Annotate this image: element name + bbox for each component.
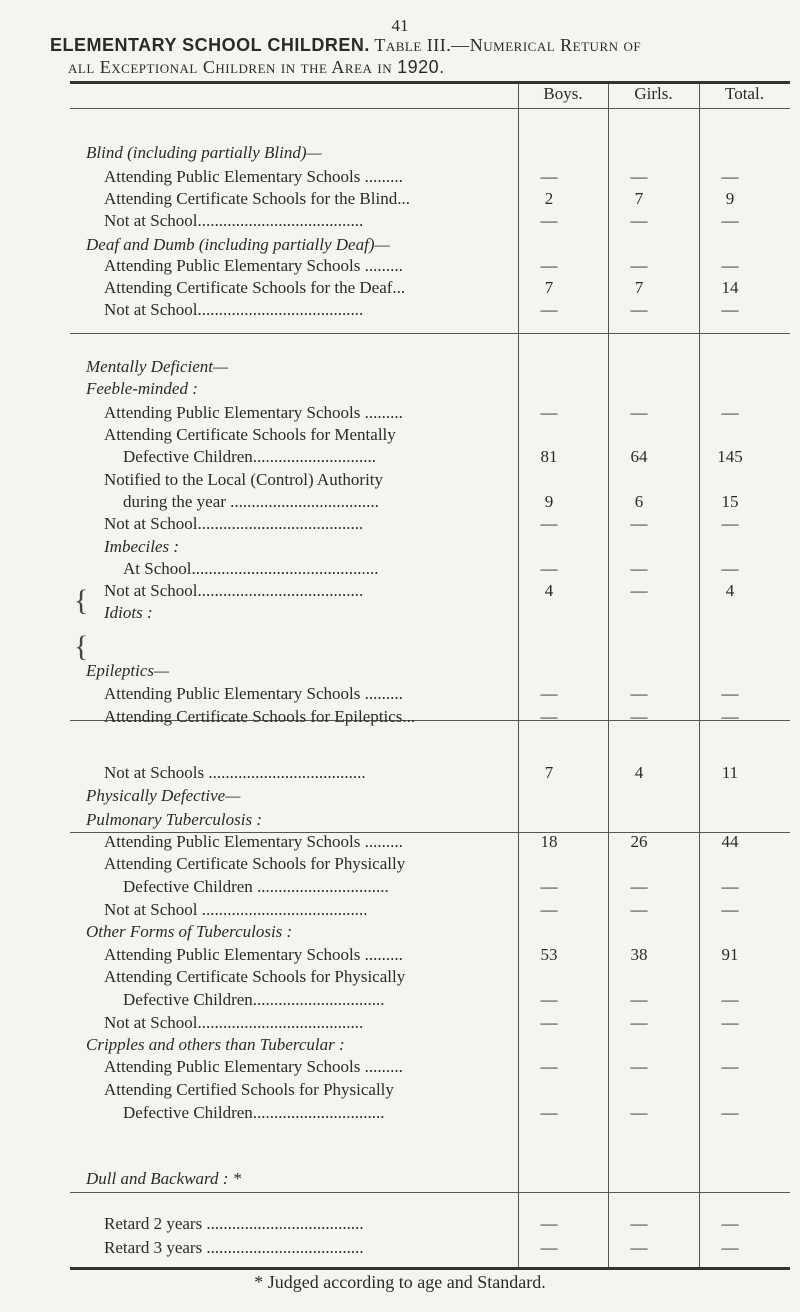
cell-girls: —	[630, 1057, 648, 1076]
title-year: 1920.	[397, 57, 445, 77]
table-row	[70, 1034, 790, 1056]
row-label: Not at School.......................................	[104, 581, 364, 600]
row-label: Attending Public Elementary Schools .........	[104, 1057, 403, 1076]
col-header-total: Total.	[725, 84, 764, 103]
row-label: Attending Public Elementary Schools .........	[104, 832, 403, 851]
table-row	[70, 558, 790, 580]
row-label: Not at Schools .....................................	[104, 763, 366, 782]
header-rule	[70, 108, 790, 109]
cell-boys: —	[540, 990, 558, 1009]
cell-total: 9	[725, 189, 735, 208]
cell-girls: —	[630, 990, 648, 1009]
col-header-girls: Girls.	[634, 84, 673, 103]
table-row	[70, 277, 790, 299]
table-row	[70, 876, 790, 898]
page-number: 41	[391, 16, 409, 35]
cell-total: 145	[717, 447, 743, 466]
row-label: Not at School.......................................	[104, 211, 364, 230]
cell-total: 91	[721, 945, 739, 964]
table-row	[70, 424, 790, 446]
cell-total: —	[721, 1103, 739, 1122]
cell-boys: —	[540, 1214, 558, 1233]
table-row	[70, 921, 790, 943]
row-label: Defective Children ...............................	[123, 877, 389, 896]
cell-girls: 6	[634, 492, 644, 511]
row-label: At School............................................	[123, 559, 379, 578]
row-label: Retard 2 years .....................................	[104, 1214, 364, 1233]
row-label: Notified to the Local (Control) Authority	[104, 470, 384, 489]
cell-boys: 53	[540, 945, 558, 964]
imbeciles-brace: {	[74, 584, 89, 617]
section-rule-4	[70, 1192, 790, 1193]
row-label: Attending Certificate Schools for Physically	[104, 967, 406, 986]
table-row	[70, 513, 790, 535]
table-row	[70, 234, 790, 256]
table-row	[70, 536, 790, 558]
cell-girls: —	[630, 514, 648, 533]
cell-total: —	[721, 256, 739, 275]
table-row	[70, 1102, 790, 1124]
row-label: Attending Certificate Schools for the Blind...	[104, 189, 410, 208]
cell-girls: 26	[630, 832, 648, 851]
table-row	[70, 446, 790, 468]
cell-boys: —	[540, 256, 558, 275]
cell-boys: —	[540, 403, 558, 422]
row-label: Not at School.......................................	[104, 300, 364, 319]
table-row	[70, 356, 790, 378]
cell-total: —	[721, 1238, 739, 1257]
table-row	[70, 580, 790, 602]
cell-total: —	[721, 211, 739, 230]
table-row	[70, 785, 790, 807]
row-label: Attending Certificate Schools for Epileptics...	[104, 707, 416, 726]
table-row	[70, 899, 790, 921]
cell-girls: —	[630, 211, 648, 230]
row-label: Attending Certificate Schools for Mentally	[104, 425, 396, 444]
cell-boys: 4	[544, 581, 554, 600]
cell-girls: —	[630, 1013, 648, 1032]
table-row	[70, 1168, 790, 1190]
table-row	[70, 378, 790, 400]
row-label: Other Forms of Tuberculosis :	[86, 922, 293, 941]
row-label: Pulmonary Tuberculosis :	[86, 810, 262, 829]
cell-total: —	[721, 990, 739, 1009]
row-label: Not at School .......................................	[104, 900, 368, 919]
cell-girls: —	[630, 877, 648, 896]
cell-total: —	[721, 514, 739, 533]
table-row	[70, 831, 790, 853]
cell-girls: 38	[630, 945, 648, 964]
row-label: Imbeciles :	[104, 537, 180, 556]
cell-total: —	[721, 900, 739, 919]
table-row	[70, 469, 790, 491]
row-label: Attending Certificate Schools for the Deaf...	[104, 278, 406, 297]
row-label: Idiots :	[104, 603, 153, 622]
cell-girls: 4	[634, 763, 644, 782]
title-bold: ELEMENTARY SCHOOL CHILDREN.	[50, 35, 370, 55]
row-label: Attending Public Elementary Schools .........	[104, 403, 403, 422]
cell-total: 15	[721, 492, 739, 511]
cell-girls: —	[630, 1214, 648, 1233]
cell-boys: 81	[540, 447, 558, 466]
table-row	[70, 402, 790, 424]
table-row	[70, 706, 790, 728]
table-bottom-rule	[70, 1267, 790, 1270]
table-row	[70, 1012, 790, 1034]
row-label: Not at School.......................................	[104, 1013, 364, 1032]
row-label: during the year ...................................	[123, 492, 379, 511]
section-rule-1	[70, 333, 790, 334]
table-row	[70, 142, 790, 164]
row-label: Retard 3 years .....................................	[104, 1238, 364, 1257]
cell-boys: —	[540, 559, 558, 578]
cell-girls: —	[630, 1103, 648, 1122]
row-label: Mentally Deficient—	[86, 357, 229, 376]
row-label: Physically Defective—	[86, 786, 241, 805]
cell-total: —	[721, 559, 739, 578]
row-label: Attending Certified Schools for Physically	[104, 1080, 394, 1099]
cell-boys: 7	[544, 763, 554, 782]
cell-girls: —	[630, 900, 648, 919]
cell-total: —	[721, 1057, 739, 1076]
table-row	[70, 809, 790, 831]
table-row	[70, 299, 790, 321]
cell-boys: —	[540, 300, 558, 319]
cell-girls: —	[630, 167, 648, 186]
table-row	[70, 989, 790, 1011]
cell-girls: —	[630, 300, 648, 319]
cell-girls: —	[630, 707, 648, 726]
cell-boys: 9	[544, 492, 554, 511]
cell-total: 4	[725, 581, 735, 600]
table-row	[70, 966, 790, 988]
cell-boys: 18	[540, 832, 558, 851]
table-row	[70, 1213, 790, 1235]
table-subtitle	[68, 57, 788, 78]
cell-total: —	[721, 877, 739, 896]
cell-boys: —	[540, 877, 558, 896]
row-label: Feeble-minded :	[86, 379, 198, 398]
table-row	[70, 944, 790, 966]
row-label: Defective Children.............................	[123, 447, 377, 466]
cell-boys: —	[540, 167, 558, 186]
cell-girls: —	[630, 581, 648, 600]
idiots-brace: {	[74, 630, 89, 663]
row-label: Attending Public Elementary Schools .........	[104, 945, 403, 964]
cell-total: —	[721, 1214, 739, 1233]
cell-girls: —	[630, 559, 648, 578]
cell-girls: —	[630, 256, 648, 275]
table-row	[70, 660, 790, 682]
table-row	[70, 166, 790, 188]
row-label: Epileptics—	[86, 661, 170, 680]
cell-total: 14	[721, 278, 739, 297]
subtitle-text: all Exceptional Children in the Area in	[68, 57, 393, 77]
row-label: Attending Public Elementary Schools .........	[104, 684, 403, 703]
title-rest: Table III.—Numerical Return of	[374, 35, 642, 55]
row-label: Defective Children...............................	[123, 1103, 385, 1122]
row-label: Attending Public Elementary Schools .........	[104, 256, 403, 275]
cell-girls: 7	[634, 278, 644, 297]
row-label: Dull and Backward : *	[86, 1169, 242, 1188]
cell-boys: —	[540, 900, 558, 919]
cell-boys: —	[540, 707, 558, 726]
cell-total: 11	[721, 763, 739, 782]
cell-boys: —	[540, 1057, 558, 1076]
cell-total: —	[721, 167, 739, 186]
cell-girls: 7	[634, 189, 644, 208]
cell-boys: —	[540, 514, 558, 533]
cell-girls: —	[630, 403, 648, 422]
cell-boys: 2	[544, 189, 554, 208]
row-label: Not at School.......................................	[104, 514, 364, 533]
cell-girls: 64	[630, 447, 648, 466]
row-label: Attending Public Elementary Schools .........	[104, 167, 403, 186]
table-row	[70, 188, 790, 210]
cell-girls: —	[630, 1238, 648, 1257]
cell-total: —	[721, 684, 739, 703]
table-row	[70, 602, 790, 624]
cell-total: —	[721, 1013, 739, 1032]
table-title	[50, 34, 770, 56]
row-label: Blind (including partially Blind)—	[86, 143, 322, 162]
table-row	[70, 1237, 790, 1259]
table-row	[70, 491, 790, 513]
cell-boys: —	[540, 1013, 558, 1032]
table-row	[70, 853, 790, 875]
cell-total: 44	[721, 832, 739, 851]
table-row	[70, 210, 790, 232]
col-header-boys: Boys.	[543, 84, 583, 103]
cell-boys: —	[540, 684, 558, 703]
table-row	[70, 762, 790, 784]
cell-total: —	[721, 403, 739, 422]
cell-boys: 7	[544, 278, 554, 297]
table-row	[70, 1056, 790, 1078]
table-row	[70, 1079, 790, 1101]
row-label: Cripples and others than Tubercular :	[86, 1035, 345, 1054]
table-row	[70, 683, 790, 705]
footnote: * Judged according to age and Standard.	[254, 1272, 546, 1292]
table-row	[70, 255, 790, 277]
row-label: Defective Children...............................	[123, 990, 385, 1009]
cell-total: —	[721, 707, 739, 726]
cell-total: —	[721, 300, 739, 319]
cell-boys: —	[540, 1103, 558, 1122]
cell-girls: —	[630, 684, 648, 703]
cell-boys: —	[540, 211, 558, 230]
cell-boys: —	[540, 1238, 558, 1257]
row-label: Attending Certificate Schools for Physically	[104, 854, 406, 873]
row-label: Deaf and Dumb (including partially Deaf)—	[86, 235, 390, 254]
